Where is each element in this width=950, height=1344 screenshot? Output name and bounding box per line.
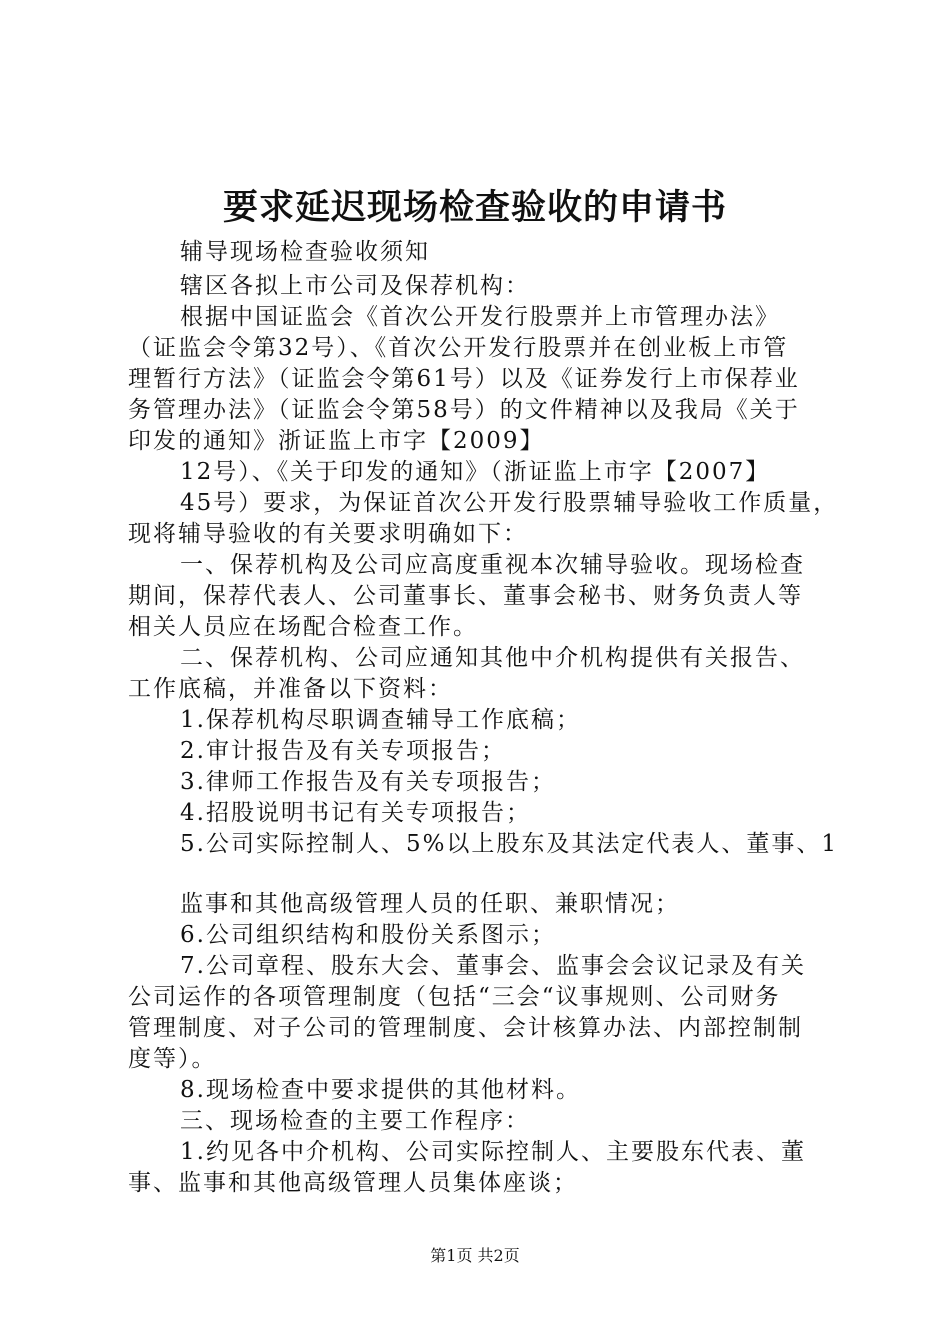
line-addressee: 辖区各拟上市公司及保荐机构： <box>180 273 530 299</box>
list-item: 5.公司实际控制人、5%以上股东及其法定代表人、董事、1 <box>180 831 839 857</box>
line-body: 务管理办法》（证监会令第58号）的文件精神以及我局《关于 <box>128 397 800 423</box>
line-section-1: 一、保荐机构及公司应高度重视本次辅导验收。现场检查 <box>180 552 805 578</box>
list-item: 6.公司组织结构和股份关系图示； <box>180 922 556 948</box>
document-title: 要求延迟现场检查验收的申请书 <box>222 187 727 228</box>
line-body: 公司运作的各项管理制度（包括“三会“议事规则、公司财务 <box>128 984 781 1010</box>
list-item: 1.保荐机构尽职调查辅导工作底稿； <box>180 707 581 733</box>
line-body: 12号）、《关于印发的通知》（浙证监上市字【2007】 <box>180 459 771 485</box>
page-number: 第1页 共2页 <box>430 1246 520 1265</box>
line-guide-heading: 辅导现场检查验收须知 <box>180 239 430 265</box>
line-body: 根据中国证监会《首次公开发行股票并上市管理办法》 <box>180 304 780 330</box>
line-body: 印发的通知》浙证监上市字【2009】 <box>128 428 545 454</box>
list-item: 4.招股说明书记有关专项报告； <box>180 800 531 826</box>
line-body: 现将辅导验收的有关要求明确如下： <box>128 521 528 547</box>
list-item: 2.审计报告及有关专项报告； <box>180 738 506 764</box>
line-body: 相关人员应在场配合检查工作。 <box>128 614 478 640</box>
line-section-3: 三、现场检查的主要工作程序： <box>180 1108 530 1134</box>
list-item-continuation: 监事和其他高级管理人员的任职、兼职情况； <box>180 891 680 917</box>
list-item: 8.现场检查中要求提供的其他材料。 <box>180 1077 581 1103</box>
line-body: 管理制度、对子公司的管理制度、会计核算办法、内部控制制 <box>128 1015 803 1041</box>
line-body: 45号）要求，为保证首次公开发行股票辅导验收工作质量， <box>180 490 839 516</box>
line-body: 事、监事和其他高级管理人员集体座谈； <box>128 1170 578 1196</box>
list-item: 3.律师工作报告及有关专项报告； <box>180 769 556 795</box>
line-body: 期间，保荐代表人、公司董事长、董事会秘书、财务负责人等 <box>128 583 803 609</box>
list-item: 1.约见各中介机构、公司实际控制人、主要股东代表、董 <box>180 1139 806 1165</box>
list-item: 7.公司章程、股东大会、董事会、监事会会议记录及有关 <box>180 953 806 979</box>
line-body: 工作底稿，并准备以下资料： <box>128 676 453 702</box>
line-body: 理暂行方法》（证监会令第61号）以及《证券发行上市保荐业 <box>128 366 800 392</box>
line-body: 度等）。 <box>128 1046 217 1072</box>
line-section-2: 二、保荐机构、公司应通知其他中介机构提供有关报告、 <box>180 645 805 671</box>
line-body: （证监会令第32号）、《首次公开发行股票并在创业板上市管 <box>128 335 789 361</box>
